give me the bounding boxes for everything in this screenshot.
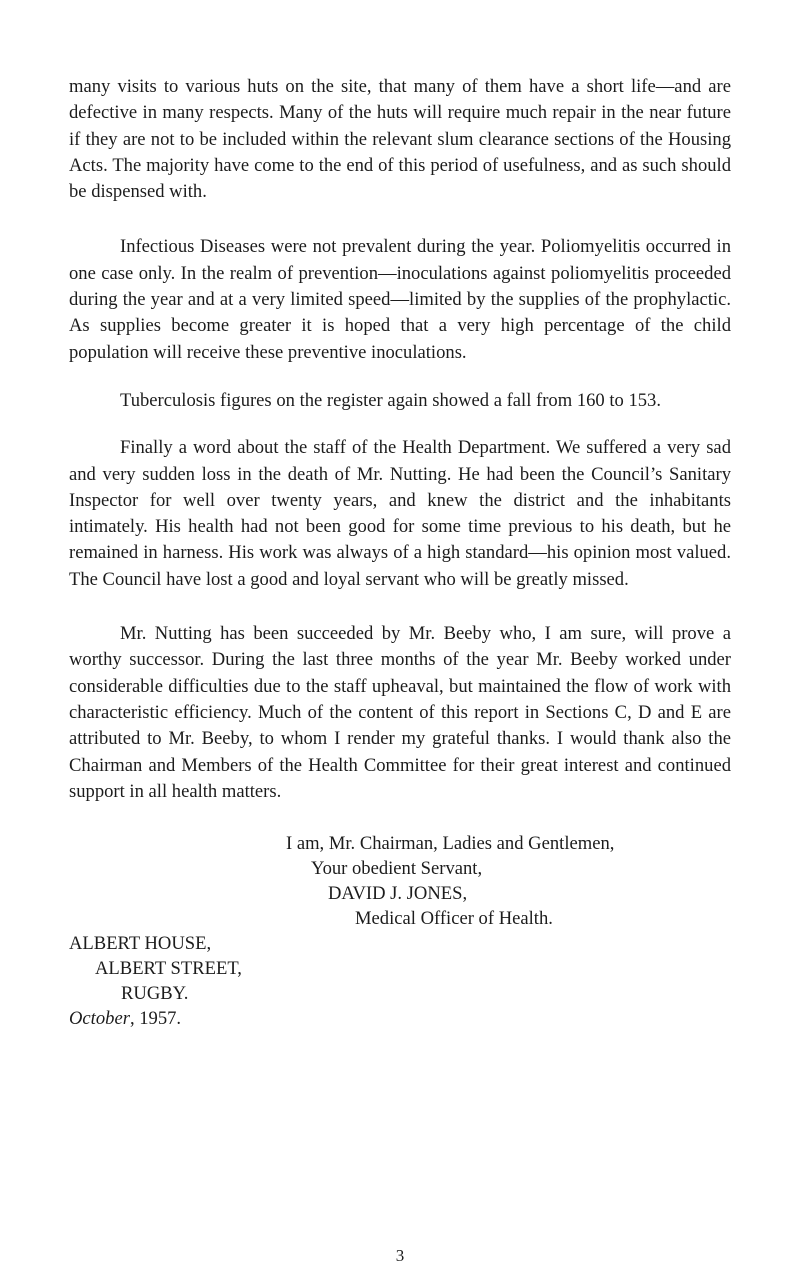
- closing-salutation: I am, Mr. Chairman, Ladies and Gentlemen,: [286, 833, 615, 855]
- address-line-2: ALBERT STREET,: [95, 958, 242, 980]
- page-number: 3: [395, 1246, 405, 1265]
- date-month: October: [69, 1008, 130, 1030]
- sender-address: [69, 931, 731, 1031]
- paragraph-huts: many visits to various huts on the site, that many of them have a short life—and are defective in many respects. Many of the huts will require much repair in the near future if they are not to be included within the relevant slum clearance sections of the Housing Acts. The majority have come to the end of this period of usefulness, and as such should be dispensed with.: [69, 76, 731, 203]
- address-line-1: ALBERT HOUSE,: [69, 933, 212, 955]
- paragraph-infectious-diseases: Infectious Diseases were not prevalent during the year. Poliomyelitis occurred in one case only. In the realm of prevention—inoculations against poliomyelitis proceeded during the year and at a very limited speed—limited by the supplies of the prophylactic. As supplies become greater it is hoped that a very high percentage of the child population will receive these preventive inoculations.: [69, 236, 731, 363]
- letter-date: [69, 1006, 731, 1031]
- paragraph-successor: Mr. Nutting has been succeeded by Mr. Beeby who, I am sure, will prove a worthy successor. During the last three months of the year Mr. Beeby worked under considerable difficulties due to the staff upheaval, but maintained the flow of work with characteristic efficiency. Much of the content of this report in Sections C, D and E are attributed to Mr. Beeby, to whom I render my grateful thanks. I would thank also the Chairman and Members of the Health Committee for their great interest and continued support in all health matters.: [69, 623, 731, 802]
- paragraph-tuberculosis: Tuberculosis figures on the register again showed a fall from 160 to 153.: [120, 389, 662, 411]
- signatory-title: Medical Officer of Health.: [355, 908, 553, 930]
- address-line-3: RUGBY.: [121, 983, 189, 1005]
- date-year: , 1957.: [129, 1008, 182, 1030]
- closing-valediction: Your obedient Servant,: [311, 858, 483, 880]
- letter-closing: [69, 831, 731, 931]
- document-page: [69, 74, 731, 1031]
- paragraph-staff: Finally a word about the staff of the Health Department. We suffered a very sad and very sudden loss in the death of Mr. Nutting. He had been the Council’s Sanitary Inspector for well over twenty years, and knew the district and the inhabitants intimately. His health had not been good for some time previous to his death, but he remained in harness. His work was always of a high standard—his opinion most valued. The Council have lost a good and loyal servant who will be greatly missed.: [69, 437, 731, 590]
- signatory-name: DAVID J. JONES,: [328, 883, 468, 905]
